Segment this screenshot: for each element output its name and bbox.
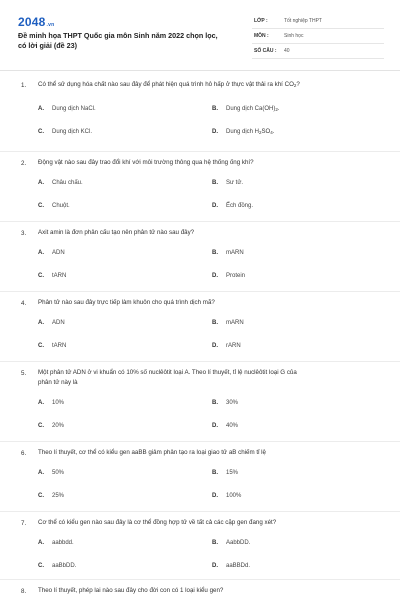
meta-row-class bbox=[252, 14, 384, 29]
option-a[interactable]: A. ADN bbox=[38, 320, 65, 326]
option-c[interactable]: C. tARN bbox=[38, 273, 67, 279]
option-a[interactable]: A. Dung dịch NaCl. bbox=[38, 106, 96, 112]
option-c[interactable]: C. 25% bbox=[38, 493, 65, 499]
question-2 bbox=[0, 152, 400, 222]
option-b[interactable]: B. mARN bbox=[212, 320, 244, 326]
title-line-2: có lời giải (đề 23) bbox=[18, 41, 78, 50]
option-a[interactable]: A. ADN bbox=[38, 250, 65, 256]
question-1 bbox=[0, 74, 400, 152]
question-number: 3. bbox=[21, 230, 27, 237]
document-title bbox=[18, 31, 250, 51]
question-8 bbox=[0, 580, 400, 600]
option-d[interactable]: D. Ếch đồng. bbox=[212, 203, 254, 209]
question-4 bbox=[0, 292, 400, 362]
question-text: Phân tử nào sau đây trực tiếp làm khuôn cho quá trình dịch mã? bbox=[38, 299, 215, 306]
meta-key: MÔN : bbox=[254, 33, 269, 39]
option-d[interactable]: D. Protein bbox=[212, 273, 246, 279]
option-c[interactable]: C. aaBbDD. bbox=[38, 563, 77, 569]
question-number: 7. bbox=[21, 520, 27, 527]
question-number: 5. bbox=[21, 370, 27, 377]
option-a[interactable]: A. 50% bbox=[38, 470, 65, 476]
question-text: Axit amin là đơn phân cấu tạo nên phân tử nào sau đây? bbox=[38, 229, 195, 236]
option-b[interactable]: B. Sư tử. bbox=[212, 180, 244, 186]
title-line-1: Đề minh họa THPT Quốc gia môn Sinh năm 2022 chọn lọc, bbox=[18, 31, 218, 40]
meta-key: LỚP : bbox=[254, 18, 268, 24]
option-a[interactable]: A. Châu chấu. bbox=[38, 180, 83, 186]
meta-row-count bbox=[252, 44, 384, 59]
option-b[interactable]: B. Dung dịch $Ca(OH)_2$. bbox=[212, 106, 280, 112]
option-c[interactable]: C. Dung dịch KCl. bbox=[38, 129, 93, 135]
question-text: Theo lí thuyết, phép lai nào sau đây cho đời con có 1 loại kiểu gen? bbox=[38, 587, 224, 594]
meta-value: Sinh học bbox=[284, 33, 304, 39]
option-d[interactable]: D. aaBBDd. bbox=[212, 563, 251, 569]
option-d[interactable]: D. 100% bbox=[212, 493, 242, 499]
question-list bbox=[0, 74, 400, 600]
option-d[interactable]: D. rARN bbox=[212, 343, 241, 349]
question-6 bbox=[0, 442, 400, 512]
question-3 bbox=[0, 222, 400, 292]
meta-value: Tốt nghiệp THPT bbox=[284, 18, 322, 24]
option-b[interactable]: B. 15% bbox=[212, 470, 239, 476]
document-header bbox=[0, 0, 400, 66]
question-text: Theo lí thuyết, cơ thể có kiểu gen aaBB giảm phân tạo ra loại giao tử aB chiếm tỉ lệ bbox=[38, 449, 266, 456]
option-c[interactable]: C. 20% bbox=[38, 423, 65, 429]
question-number: 2. bbox=[21, 160, 27, 167]
meta-row-subject bbox=[252, 29, 384, 44]
option-b[interactable]: B. 30% bbox=[212, 400, 239, 406]
question-number: 6. bbox=[21, 450, 27, 457]
question-text: Động vật nào sau đây trao đổi khí với môi trường thông qua hệ thống ống khí? bbox=[38, 159, 254, 166]
option-d[interactable]: D. 40% bbox=[212, 423, 239, 429]
meta-value: 40 bbox=[284, 48, 290, 54]
option-a[interactable]: A. 10% bbox=[38, 400, 65, 406]
site-logo[interactable]: 2048.vn bbox=[18, 15, 55, 29]
option-c[interactable]: C. Chuột. bbox=[38, 203, 70, 209]
option-c[interactable]: C. tARN bbox=[38, 343, 67, 349]
option-b[interactable]: B. mARN bbox=[212, 250, 244, 256]
question-number: 4. bbox=[21, 300, 27, 307]
option-b[interactable]: B. AabbDD. bbox=[212, 540, 251, 546]
option-a[interactable]: A. aabbdd. bbox=[38, 540, 74, 546]
question-text: Một phân tử ADN ở vi khuẩn có 10% số nuclêôtit loại A. Theo lí thuyết, tỉ lệ nuclêôtit loại G của phân tử này là bbox=[38, 369, 297, 386]
header-divider bbox=[0, 70, 400, 71]
document-meta-table bbox=[252, 14, 384, 59]
question-text: Có thể sử dụng hóa chất nào sau đây để phát hiện quá trình hô hấp ở thực vật thải ra khí $CO_2$? bbox=[38, 81, 300, 88]
question-text: Cơ thể có kiểu gen nào sau đây là cơ thể đồng hợp tử về tất cả các cặp gen đang xét? bbox=[38, 519, 277, 526]
meta-key: SỐ CÂU : bbox=[254, 48, 277, 54]
question-7 bbox=[0, 512, 400, 580]
question-number: 8. bbox=[21, 588, 27, 595]
option-d[interactable]: D. Dung dịch $H_2SO_4$. bbox=[212, 129, 275, 135]
question-number: 1. bbox=[21, 82, 27, 89]
question-5 bbox=[0, 362, 400, 442]
